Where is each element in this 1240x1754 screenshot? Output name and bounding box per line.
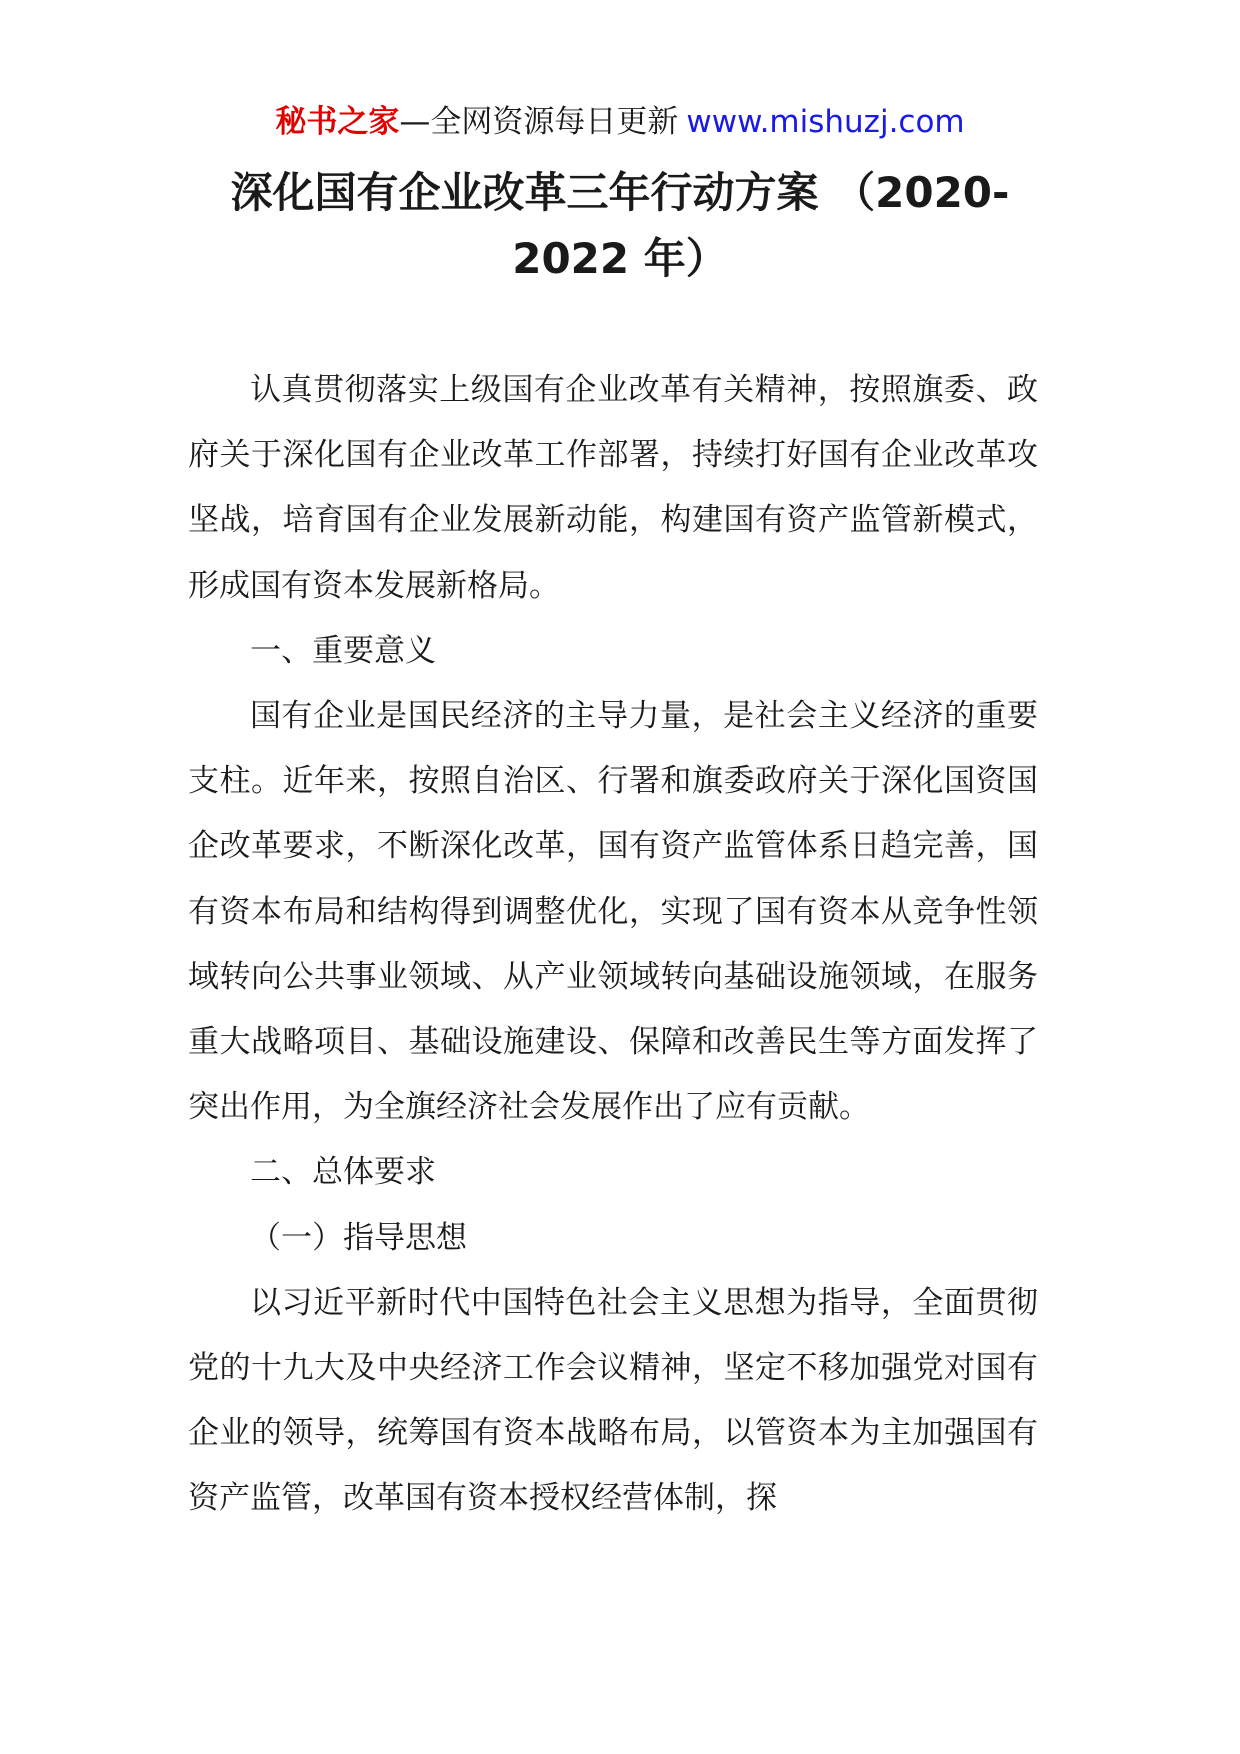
site-header — [0, 100, 1240, 144]
document-body — [188, 358, 1038, 1532]
body-paragraph: 国有企业是国民经济的主导力量，是社会主义经济的重要支柱。近年来，按照自治区、行署和旗委政府关于深化国资国企改革要求，不断深化改革，国有资产监管体系日趋完善，国有资本布局和结构得到调整优化，实现了国有资本从竞争性领域转向公共事业领域、从产业领域转向基础设施领域，在服务重大战略项目、基础设施建设、保障和改善民生等方面发挥了突出作用，为全旗经济社会发展作出了应有贡献。 — [188, 698, 1038, 1126]
subsection-heading-1: （一）指导思想 — [250, 1219, 467, 1256]
section-heading-1: 一、重要意义 — [250, 632, 436, 669]
section-heading-2: 二、总体要求 — [250, 1154, 436, 1191]
site-url-link[interactable]: www.mishuzj.com — [686, 104, 965, 140]
title-line-1: 深化国有企业改革三年行动方案 （2020- — [230, 168, 1010, 217]
header-tagline: —全网资源每日更新 — [399, 104, 679, 140]
title-line-2: 2022 年） — [512, 234, 728, 283]
brand-name: 秘书之家 — [275, 104, 400, 140]
body-paragraph: 以习近平新时代中国特色社会主义思想为指导，全面贯彻党的十九大及中央经济工作会议精神，坚定不移加强党对国有企业的领导，统筹国有资本战略布局，以管资本为主加强国有资产监管，改革国有资本授权经营体制，探 — [188, 1284, 1038, 1517]
intro-paragraph: 认真贯彻落实上级国有企业改革有关精神，按照旗委、政府关于深化国有企业改革工作部署，持续打好国有企业改革攻坚战，培育国有企业发展新动能，构建国有资产监管新模式，形成国有资本发展新格局。 — [188, 372, 1038, 604]
document-title — [180, 160, 1060, 292]
